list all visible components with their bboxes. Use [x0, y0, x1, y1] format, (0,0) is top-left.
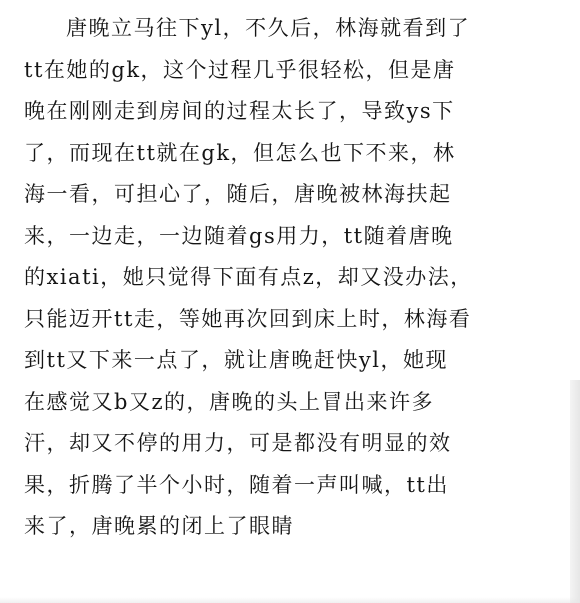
- text-line-7: 的xiati，她只觉得下面有点z，却又没办法，: [24, 265, 473, 289]
- scrollbar[interactable]: [570, 380, 580, 603]
- text-line-5: 海一看，可担心了，随后，唐晚被林海扶起: [24, 182, 452, 206]
- text-line-4: 了，而现在tt就在gk，但怎么也下不来，林: [24, 140, 456, 165]
- text-line-3: 晚在刚刚走到房间的过程太长了，导致ys下: [24, 99, 455, 123]
- text-line-13: 来了，唐晚累的闭上了眼睛: [24, 514, 294, 538]
- text-line-11: 汗，却又不停的用力，可是都没有明显的效: [24, 431, 452, 455]
- text-block: [24, 8, 564, 548]
- text-line-10: 在感觉又b又z的，唐晚的头上冒出来许多: [24, 389, 435, 414]
- text-line-1: 唐晚立马往下yl，不久后，林海就看到了: [66, 16, 471, 40]
- text-line-2: tt在她的gk，这个过程几乎很轻松，但是唐: [24, 57, 456, 82]
- text-line-6: 来，一边走，一边随着gs用力，tt随着唐晚: [24, 223, 454, 248]
- text-line-9: 到tt又下来一点了，就让唐晚赶快yl，她现: [24, 348, 448, 372]
- page-bottom-edge: [0, 597, 580, 603]
- text-line-12: 果，折腾了半个小时，随着一声叫喊，tt出: [24, 472, 449, 497]
- text-line-8: 只能迈开tt走，等她再次回到床上时，林海看: [24, 306, 472, 331]
